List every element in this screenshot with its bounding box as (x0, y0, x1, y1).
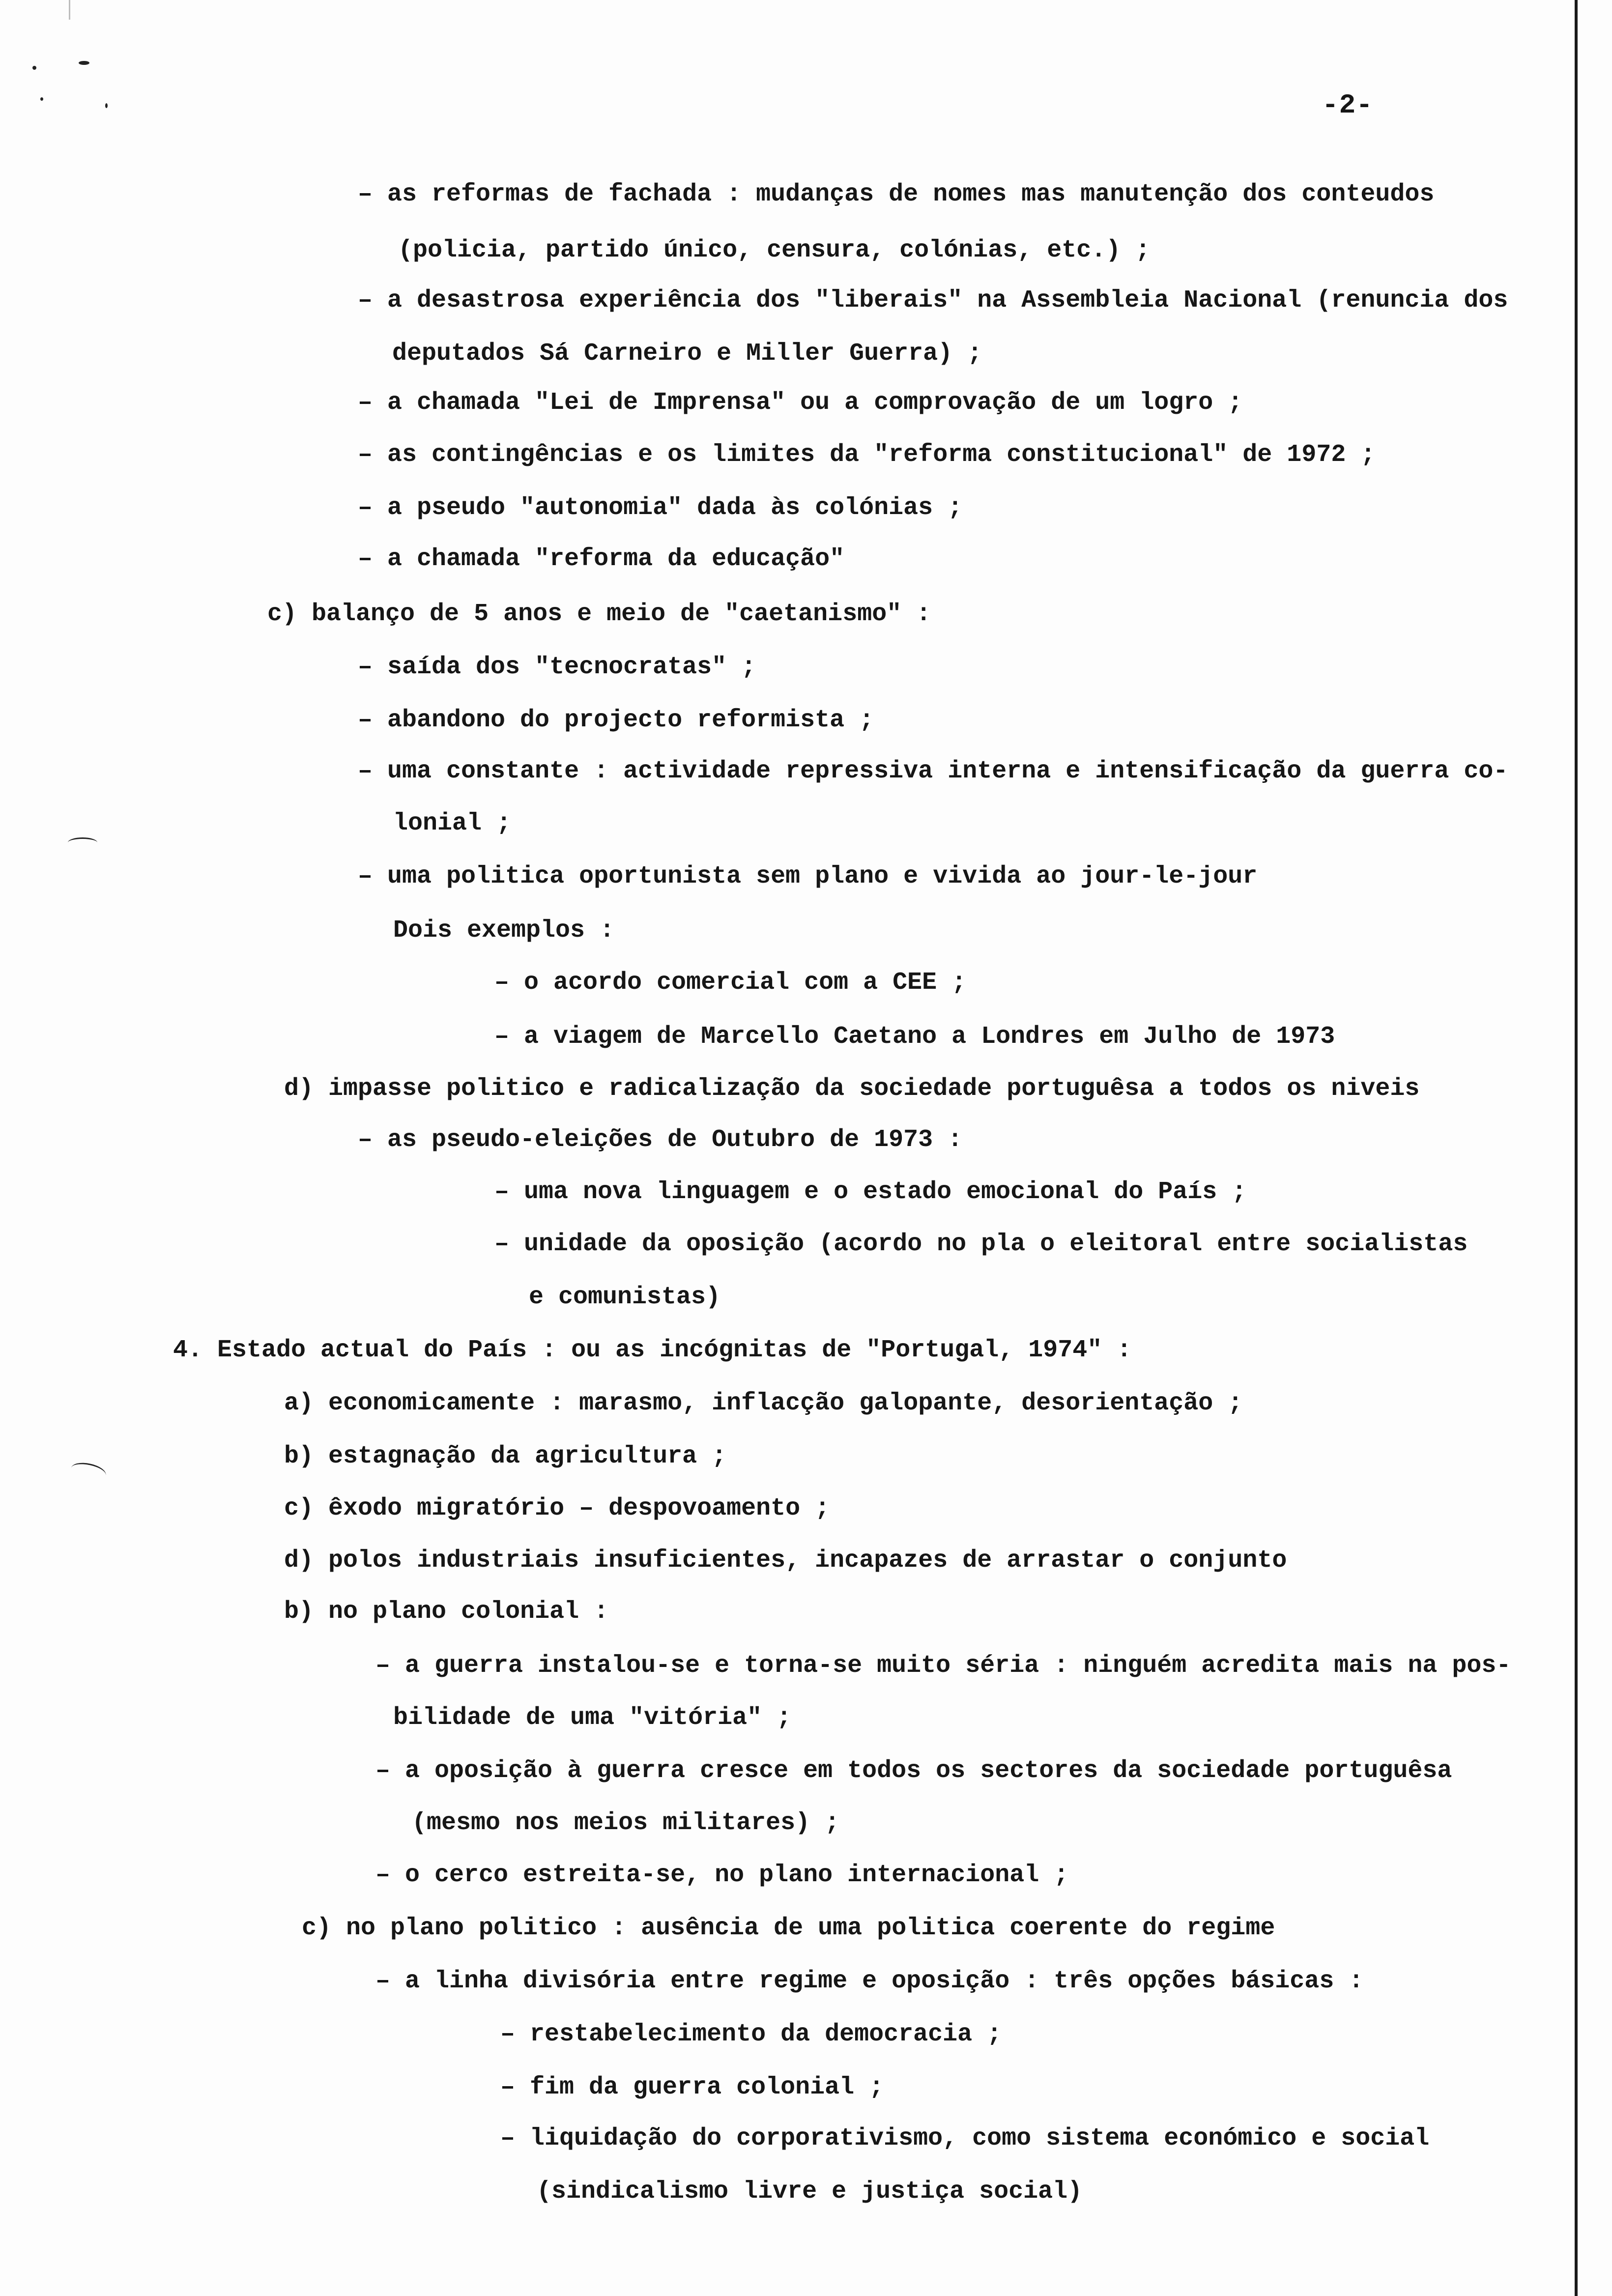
text-line: – unidade da oposição (acordo no pla o eleitoral entre socialistas (494, 1230, 1468, 1258)
text-line: Dois exemplos : (393, 917, 615, 945)
text-line: e comunistas) (529, 1283, 721, 1311)
text-line: (policia, partido único, censura, colónias, etc.) ; (398, 236, 1151, 264)
text-line: (mesmo nos meios militares) ; (412, 1809, 840, 1837)
text-line: c) êxodo migratório – despovoamento ; (284, 1494, 830, 1522)
text-line: – liquidação do corporativismo, como sistema económico e social (500, 2124, 1430, 2152)
margin-punch-mark (68, 837, 97, 848)
text-line: – a chamada "Lei de Imprensa" ou a comprovação de um logro ; (358, 389, 1243, 417)
margin-punch-mark (69, 1460, 107, 1483)
edge-mark (69, 0, 70, 20)
text-line: b) no plano colonial : (284, 1598, 609, 1626)
text-line: – a viagem de Marcello Caetano a Londres em Julho de 1973 (494, 1023, 1335, 1051)
page-number: -2- (1322, 89, 1373, 121)
text-line: d) impasse politico e radicalização da sociedade portuguêsa a todos os niveis (284, 1075, 1420, 1103)
text-line: – a guerra instalou-se e torna-se muito séria : ninguém acredita mais na pos- (375, 1652, 1511, 1680)
text-line: lonial ; (393, 809, 512, 837)
text-line: – a linha divisória entre regime e oposição : três opções básicas : (375, 1967, 1364, 1995)
text-line: – a oposição à guerra cresce em todos os sectores da sociedade portuguêsa (375, 1757, 1452, 1785)
text-line: – as contingências e os limites da "reforma constitucional" de 1972 ; (358, 441, 1376, 469)
text-line: deputados Sá Carneiro e Miller Guerra) ; (392, 340, 982, 368)
text-line: – as pseudo-eleições de Outubro de 1973 : (358, 1126, 963, 1154)
text-line: – abandono do projecto reformista ; (358, 706, 874, 734)
text-line: – o cerco estreita-se, no plano internacional ; (375, 1861, 1069, 1889)
margin-speck (40, 97, 43, 101)
margin-speck (105, 103, 108, 108)
text-line: – uma politica oportunista sem plano e vivida ao jour-le-jour (358, 862, 1258, 890)
text-line: a) economicamente : marasmo, inflacção galopante, desorientação ; (284, 1389, 1243, 1417)
text-line: – a pseudo "autonomia" dada às colónias ; (358, 494, 963, 522)
text-line: – uma constante : actividade repressiva interna e intensificação da guerra co- (358, 757, 1508, 785)
text-line: c) no plano politico : ausência de uma politica coerente do regime (302, 1914, 1275, 1942)
text-line: 4. Estado actual do País : ou as incógnitas de "Portugal, 1974" : (173, 1336, 1132, 1364)
text-line: – restabelecimento da democracia ; (500, 2020, 1002, 2048)
text-line: – uma nova linguagem e o estado emocional do País ; (494, 1178, 1247, 1206)
text-line: – a desastrosa experiência dos "liberais" na Assembleia Nacional (renuncia dos (358, 287, 1508, 315)
text-line: (sindicalismo livre e justiça social) (537, 2178, 1083, 2206)
text-line: d) polos industriais insuficientes, incapazes de arrastar o conjunto (284, 1547, 1287, 1575)
page-edge-rule (1575, 0, 1578, 2296)
text-line: c) balanço de 5 anos e meio de "caetanismo" : (267, 600, 931, 628)
margin-speck (32, 66, 36, 70)
text-line: – saída dos "tecnocratas" ; (358, 653, 756, 681)
text-line: – o acordo comercial com a CEE ; (494, 969, 967, 997)
margin-speck (79, 61, 89, 65)
text-line: b) estagnação da agricultura ; (284, 1442, 727, 1470)
text-line: – as reformas de fachada : mudanças de nomes mas manutenção dos conteudos (358, 180, 1435, 208)
text-line: – fim da guerra colonial ; (500, 2073, 884, 2101)
text-line: bilidade de uma "vitória" ; (393, 1704, 792, 1732)
text-line: – a chamada "reforma da educação" (358, 545, 845, 573)
